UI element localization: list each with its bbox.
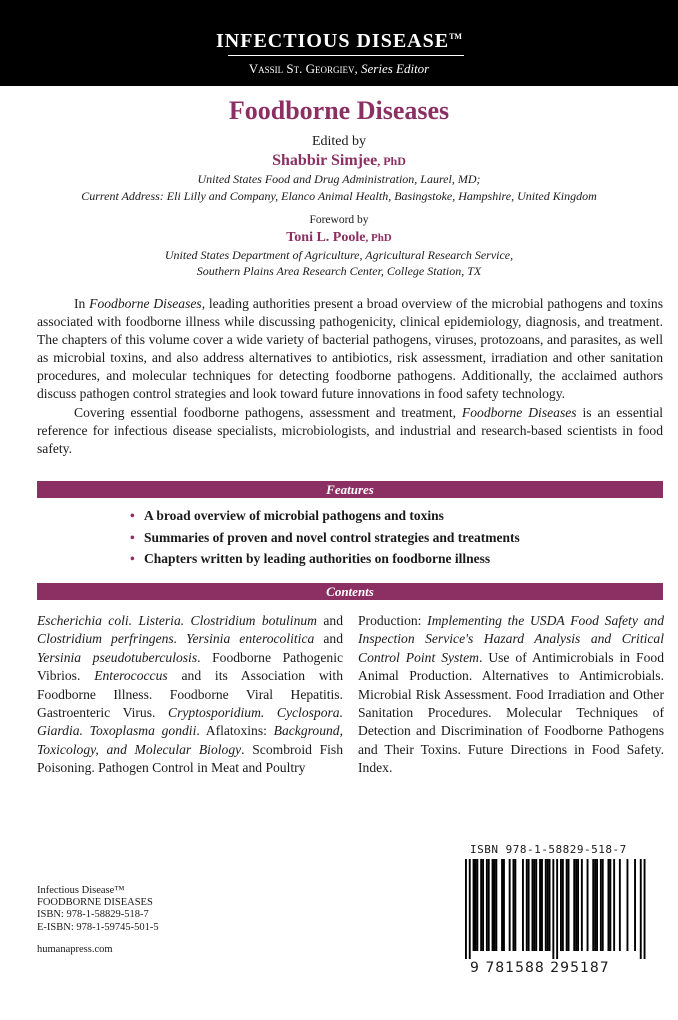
contents-text-segment: . Use of Antimicrobials in Food Animal Production. Alternatives to Antimicrobials. Microbial Risk Assessment. Food Irradiation and Other Sanitation Procedures. Molecular Techniques of Detection and Discrimination of Foodborne Pathogens and Their Toxins. Future Directions in Food Safety. Index. (358, 649, 664, 776)
bullet-icon: • (130, 530, 135, 545)
barcode-bar (545, 859, 547, 951)
barcode-bar (619, 859, 621, 951)
contents-text-segment: Escherichia coli. Listeria. Clostridium botulinum (37, 613, 317, 628)
contents-text-segment: Yersinia pseudotuberculosis (37, 649, 198, 665)
features-heading: Features (37, 481, 663, 498)
barcode-bar (594, 859, 596, 951)
barcode-bar (465, 859, 467, 959)
editor-affiliation-1: United States Food and Drug Administration, Laurel, MD; (197, 172, 481, 186)
book-title: Foodborne Diseases (228, 96, 450, 125)
contents-text-segment: Background, Toxicology, and Molecular Biology (37, 723, 343, 757)
barcode-bar (592, 859, 594, 951)
bullet-icon: • (130, 551, 135, 566)
description-paragraph-1: In Foodborne Diseases, leading authorities present a broad overview of the microbial pathogens and toxins associated with foodborne illness while discussing pathogenicity, clinical epidemiology, diagnosis, and treatment. The chapters of this volume cover a wide variety of bacterial pathogens, viruses, protozoans, and parasites, as well as microbial toxins, and also address alternatives to antibiotics, risk assessment, irradiation and other sanitation procedures, and molecular techniques for detecting foodborne pathogens. Additionally, the acclaimed authors discuss pathogen control strategies and look toward future innovations in food safety technology. (37, 296, 663, 402)
foreword-affiliation-1: United States Department of Agriculture, Agricultural Research Service, (164, 248, 514, 262)
edited-by-label: Edited by (311, 134, 367, 149)
barcode-bar (575, 859, 577, 951)
barcode-isbn-label: ISBN 978-1-58829-518-7 (470, 843, 627, 856)
trademark-mark: TM (449, 32, 462, 41)
barcode-bar (482, 859, 484, 951)
contents-heading: Contents (37, 583, 663, 600)
barcode-bar (503, 859, 505, 951)
barcode-bar (644, 859, 646, 959)
bullet-icon: • (130, 508, 135, 523)
barcode-digits: 9 781588 295187 (470, 960, 610, 976)
barcode-bar (587, 859, 589, 951)
contents-text-segment: Cryptosporidium. Cyclospora. Giardia. Toxoplasma gondii (37, 705, 343, 739)
contents-text-segment: . Scombroid Fish Poisoning. Pathogen Control in Meat and Poultry (37, 741, 344, 776)
editor-name: Shabbir Simjee, PhD (272, 152, 406, 169)
barcode-bar (577, 859, 579, 951)
description-paragraph-2: Covering essential foodborne pathogens, assessment and treatment, Foodborne Diseases is an essential reference for infectious disease specialists, microbiologists, and industrial and research-based scientists in food safety. (37, 405, 664, 457)
imprint-series: Infectious Disease™ (37, 885, 125, 896)
barcode-bar (613, 859, 615, 951)
contents-text-segment: Clostridium perfringens. Yersinia enterocolitica (37, 631, 315, 647)
imprint-title: FOODBORNE DISEASES (37, 897, 153, 909)
contents-column-left (37, 612, 343, 778)
barcode-bar (509, 859, 511, 951)
barcode-bar (634, 859, 636, 951)
barcode-bar (539, 859, 541, 951)
foreword-author: Toni L. Poole, PhD (286, 230, 392, 245)
barcode-bar (522, 859, 524, 951)
barcode-bar (547, 859, 549, 951)
barcode-bar (600, 859, 602, 951)
barcode-bar (513, 859, 515, 951)
contents-text-segment: . Foodborne Pathogenic Vibrios. (37, 649, 343, 684)
contents-text-segment: Implementing the USDA Food Safety and Inspection Service's Hazard Analysis and Critical Control Point System (358, 613, 664, 665)
barcode-bar (608, 859, 610, 951)
editor-affiliation-2: Current Address: Eli Lilly and Company, Elanco Animal Health, Basingstoke, Hampshire, United Kingdom (81, 189, 597, 203)
contents-text-segment: and its Association with Foodborne Illness. Foodborne Viral Hepatitis. Gastroenteric Virus. (37, 668, 344, 721)
contents-text-segment: Enterococcus (94, 668, 168, 684)
contents-text-segment: Production: (358, 613, 428, 628)
series-editor-role: , Series Editor (354, 61, 430, 76)
barcode-bar (480, 859, 482, 951)
contents-text-segment: and (314, 631, 343, 647)
barcode-bar (495, 859, 497, 951)
barcode-bar (492, 859, 494, 951)
imprint-isbn: ISBN: 978-1-58829-518-7 (37, 909, 149, 921)
foreword-label: Foreword by (309, 214, 369, 226)
barcode-bar (596, 859, 598, 951)
series-editor-name: Vassil St. Georgiev (248, 61, 355, 76)
barcode-bar (562, 859, 564, 951)
barcode-bar (528, 859, 530, 951)
barcode-bar (494, 859, 496, 951)
barcode-bar (501, 859, 503, 951)
barcode-bar (566, 859, 568, 951)
feature-item: • Summaries of proven and novel control strategies and treatments (130, 530, 520, 545)
barcode-bar (549, 859, 551, 951)
barcode-bar (526, 859, 528, 951)
barcode-bar (475, 859, 477, 951)
publisher-url[interactable]: humanapress.com (37, 943, 113, 955)
barcode-bar (560, 859, 562, 951)
barcode (465, 859, 655, 976)
barcode-bar (486, 859, 488, 951)
barcode-bar (473, 859, 475, 951)
barcode-bar (541, 859, 543, 951)
barcode-bar (469, 859, 471, 959)
barcode-bar (533, 859, 535, 951)
barcode-bar (581, 859, 583, 951)
series-divider (228, 55, 464, 56)
barcode-bar (627, 859, 629, 951)
contents-text-segment: and (317, 613, 343, 628)
barcode-bar (514, 859, 516, 951)
barcode-bars (465, 859, 655, 959)
barcode-bar (535, 859, 537, 951)
feature-item: • A broad overview of microbial pathogens and toxins (130, 508, 444, 523)
barcode-bar (640, 859, 642, 959)
barcode-bar (488, 859, 490, 951)
barcode-bar (609, 859, 611, 951)
barcode-bar (476, 859, 478, 951)
contents-column-right (358, 612, 664, 778)
barcode-bar (568, 859, 570, 951)
barcode-bar (556, 859, 558, 959)
barcode-bar (573, 859, 575, 951)
foreword-affiliation-2: Southern Plains Area Research Center, College Station, TX (196, 264, 482, 278)
feature-item: • Chapters written by leading authorities on foodborne illness (130, 551, 491, 566)
barcode-bar (602, 859, 604, 951)
imprint-block (37, 885, 159, 956)
barcode-bar (552, 859, 554, 959)
barcode-bar (532, 859, 534, 951)
series-editor (0, 61, 678, 77)
imprint-eisbn: E-ISBN: 978-1-59745-501-5 (37, 921, 159, 933)
contents-text-segment: . Aflatoxins: (196, 723, 274, 739)
series-title: INFECTIOUS DISEASE™ (216, 30, 462, 52)
